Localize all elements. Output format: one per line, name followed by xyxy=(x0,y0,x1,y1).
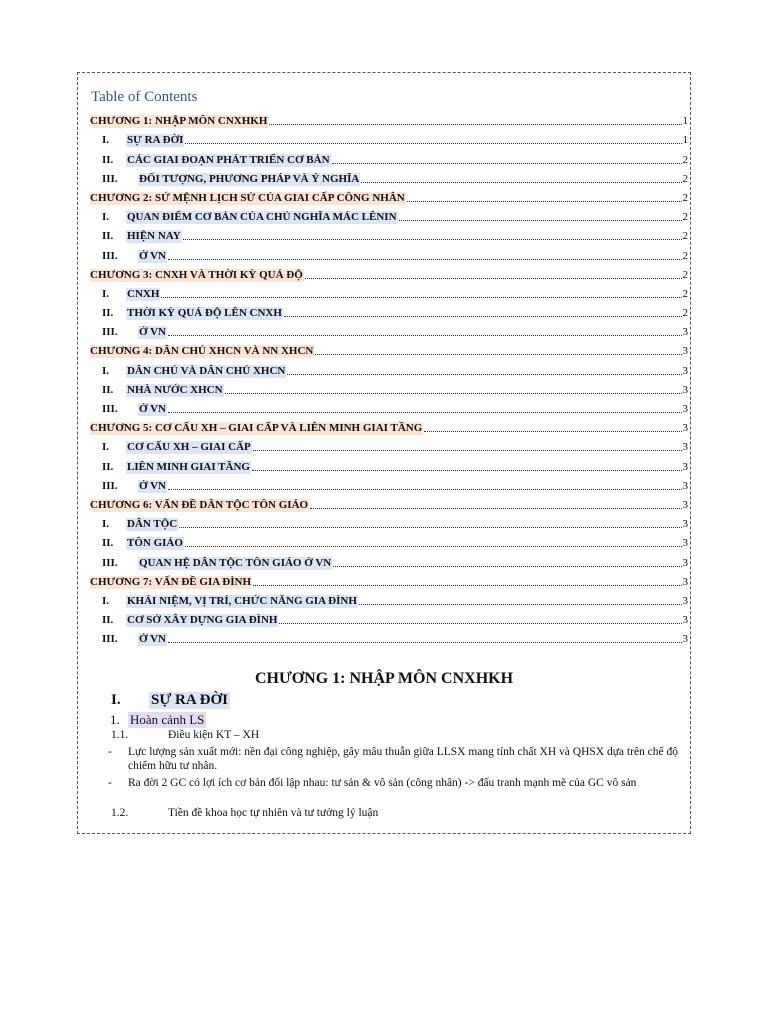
toc-entry-number: III. xyxy=(102,479,118,492)
subsection-title: Hoàn cảnh LS xyxy=(130,712,205,727)
subsection-number: 1. xyxy=(110,712,120,727)
toc-chapter-entry[interactable] xyxy=(90,186,688,205)
toc-leader-dots xyxy=(252,469,682,471)
toc-entry-label: KHÁI NIỆM, VỊ TRÍ, CHỨC NĂNG GIA ĐÌNH xyxy=(127,594,357,607)
toc-entry-label: Ở VN xyxy=(139,403,166,415)
toc-page-number: 3 xyxy=(682,594,688,607)
bullet-dash: - xyxy=(108,777,112,789)
toc-section-entry[interactable] xyxy=(90,224,688,243)
toc-leader-dots xyxy=(399,219,682,221)
toc-section-entry[interactable] xyxy=(90,147,688,166)
toc-leader-dots xyxy=(315,353,681,355)
subsubsection-heading-1 xyxy=(111,729,259,741)
toc-chapter-entry[interactable] xyxy=(90,339,688,358)
toc-entry-label: CNXH xyxy=(127,287,160,300)
toc-title: Table of Contents xyxy=(91,89,198,105)
toc-leader-dots xyxy=(183,238,682,240)
toc-entry-number: II. xyxy=(102,460,114,473)
toc-entry-label: CÁC GIAI ĐOẠN PHÁT TRIỂN CƠ BẢN xyxy=(127,153,330,166)
toc-section-entry[interactable] xyxy=(90,128,688,147)
toc-page-number: 3 xyxy=(682,518,688,531)
toc-page-number: 2 xyxy=(682,230,688,243)
toc-entry-label: THỜI KỲ QUÁ ĐỘ LÊN CNXH xyxy=(127,307,282,320)
toc-section-entry[interactable] xyxy=(90,358,688,377)
subsubsection-title: Tiền đề khoa học tự nhiên và tư tưởng lý luận xyxy=(168,807,379,819)
bullet-text: Ra đời 2 GC có lợi ích cơ bản đối lập nhau: tư sản & vô sản (công nhân) -> đấu tranh mạnh mẽ của GC vô sản xyxy=(128,777,637,789)
toc-entry-number: I. xyxy=(102,134,110,147)
toc-section-entry[interactable] xyxy=(90,167,688,186)
toc-entry-label: TÔN GIÁO xyxy=(127,537,183,550)
toc-page-number: 3 xyxy=(682,633,688,646)
toc-entry-label: DÂN TỘC xyxy=(127,518,178,531)
toc-entry-label: CHƯƠNG 2: SỨ MỆNH LỊCH SỬ CỦA GIAI CẤP CÔNG NHÂN xyxy=(90,191,405,204)
toc-section-entry[interactable] xyxy=(90,397,688,416)
toc-chapter-entry[interactable] xyxy=(90,263,688,282)
toc-leader-dots xyxy=(333,565,681,567)
toc-section-entry[interactable] xyxy=(90,531,688,550)
toc-leader-dots xyxy=(179,526,681,528)
toc-page-number: 3 xyxy=(682,345,688,358)
toc-section-entry[interactable] xyxy=(90,474,688,493)
toc-page-number: 3 xyxy=(682,537,688,550)
table-of-contents xyxy=(90,109,688,646)
toc-entry-label: QUAN HỆ DÂN TỘC TÔN GIÁO Ở VN xyxy=(139,556,332,569)
toc-leader-dots xyxy=(185,142,681,144)
toc-chapter-entry[interactable] xyxy=(90,416,688,435)
toc-page-number: 3 xyxy=(682,498,688,511)
toc-entry-label: CHƯƠNG 1: NHẬP MÔN CNXHKH xyxy=(90,115,268,128)
toc-leader-dots xyxy=(361,181,681,183)
toc-page-number: 1 xyxy=(682,115,688,128)
toc-section-entry[interactable] xyxy=(90,512,688,531)
toc-section-entry[interactable] xyxy=(90,320,688,339)
toc-page-number: 1 xyxy=(682,134,688,147)
toc-entry-number: III. xyxy=(102,556,118,569)
toc-leader-dots xyxy=(168,488,682,490)
toc-entry-label: Ở VN xyxy=(139,479,166,492)
toc-entry-label: QUAN ĐIỂM CƠ BẢN CỦA CHỦ NGHĨA MÁC LÊNIN xyxy=(127,211,397,224)
toc-entry-number: I. xyxy=(102,518,110,531)
toc-entry-label: CHƯƠNG 3: CNXH VÀ THỜI KỲ QUÁ ĐỘ xyxy=(90,268,303,281)
toc-page-number: 3 xyxy=(682,326,688,339)
toc-leader-dots xyxy=(287,373,681,375)
toc-section-entry[interactable] xyxy=(90,627,688,646)
toc-entry-label: ĐỐI TƯỢNG, PHƯƠNG PHÁP VÀ Ý NGHĨA xyxy=(139,172,360,185)
toc-leader-dots xyxy=(407,200,682,202)
toc-leader-dots xyxy=(305,277,682,279)
toc-entry-number: III. xyxy=(102,172,118,185)
toc-entry-label: NHÀ NƯỚC XHCN xyxy=(127,383,223,396)
toc-section-entry[interactable] xyxy=(90,454,688,473)
toc-entry-number: II. xyxy=(102,230,114,243)
toc-entry-label: CHƯƠNG 6: VẤN ĐỀ DÂN TỘC TÔN GIÁO xyxy=(90,498,309,511)
toc-leader-dots xyxy=(359,603,682,605)
toc-page-number: 3 xyxy=(682,422,688,435)
toc-page-number: 3 xyxy=(682,403,688,415)
toc-leader-dots xyxy=(424,430,681,432)
toc-section-entry[interactable] xyxy=(90,378,688,397)
toc-page-number: 2 xyxy=(682,287,688,300)
toc-entry-number: III. xyxy=(102,326,118,339)
toc-leader-dots xyxy=(168,641,682,643)
toc-section-entry[interactable] xyxy=(90,589,688,608)
section-heading xyxy=(111,692,230,709)
toc-entry-number: I. xyxy=(102,364,110,377)
toc-page-number: 2 xyxy=(682,211,688,224)
toc-entry-label: CƠ CẤU XH – GIAI CẤP xyxy=(127,441,251,454)
toc-entry-label: CƠ SỞ XÂY DỰNG GIA ĐÌNH xyxy=(127,614,278,627)
toc-leader-dots xyxy=(279,622,681,624)
toc-entry-number: II. xyxy=(102,383,114,396)
toc-entry-label: LIÊN MINH GIAI TẦNG xyxy=(127,460,250,473)
toc-leader-dots xyxy=(225,392,682,394)
toc-section-entry[interactable] xyxy=(90,301,688,320)
toc-entry-number: II. xyxy=(102,537,114,550)
toc-entry-label: SỰ RA ĐỜI xyxy=(127,134,184,147)
toc-page-number: 2 xyxy=(682,268,688,281)
toc-page-number: 2 xyxy=(682,307,688,320)
toc-page-number: 3 xyxy=(682,479,688,492)
toc-page-number: 3 xyxy=(682,441,688,454)
toc-entry-number: I. xyxy=(102,441,110,454)
toc-entry-label: CHƯƠNG 7: VẤN ĐỀ GIA ĐÌNH xyxy=(90,575,252,588)
toc-leader-dots xyxy=(269,123,681,125)
toc-page-number: 2 xyxy=(682,153,688,166)
toc-section-entry[interactable] xyxy=(90,243,688,262)
subsection-heading xyxy=(110,712,206,728)
toc-page-number: 3 xyxy=(682,575,688,588)
toc-leader-dots xyxy=(310,507,681,509)
chapter-heading: CHƯƠNG 1: NHẬP MÔN CNXHKH xyxy=(254,670,514,687)
toc-entry-label: CHƯƠNG 4: DÂN CHỦ XHCN VÀ NN XHCN xyxy=(90,345,314,358)
toc-entry-label: DÂN CHỦ VÀ DÂN CHỦ XHCN xyxy=(127,364,286,377)
toc-page-number: 3 xyxy=(682,383,688,396)
toc-page-number: 3 xyxy=(682,614,688,627)
toc-entry-number: II. xyxy=(102,153,114,166)
section-title: SỰ RA ĐỜI xyxy=(151,692,228,708)
toc-section-entry[interactable] xyxy=(90,608,688,627)
toc-entry-number: III. xyxy=(102,249,118,262)
toc-chapter-entry[interactable] xyxy=(90,109,688,128)
toc-entry-label: Ở VN xyxy=(139,633,166,646)
toc-page-number: 2 xyxy=(682,191,688,204)
toc-chapter-entry[interactable] xyxy=(90,570,688,589)
toc-entry-number: I. xyxy=(102,287,110,300)
bullet-item xyxy=(108,745,688,773)
section-number: I. xyxy=(111,692,121,708)
toc-leader-dots xyxy=(161,296,681,298)
toc-section-entry[interactable] xyxy=(90,205,688,224)
toc-leader-dots xyxy=(168,411,682,413)
toc-entry-label: Ở VN xyxy=(139,326,166,339)
toc-page-number: 2 xyxy=(682,249,688,262)
toc-section-entry[interactable] xyxy=(90,550,688,569)
toc-entry-number: II. xyxy=(102,614,114,627)
bullet-text: Lực lượng sản xuất mới: nền đại công nghiệp, gây mâu thuẫn giữa LLSX mang tính chất XH và QHSX dựa trên chế độ chiếm hữu tư nhân. xyxy=(128,746,679,772)
subsubsection-number: 1.2. xyxy=(111,807,129,819)
toc-leader-dots xyxy=(332,162,682,164)
toc-page-number: 2 xyxy=(682,172,688,185)
toc-leader-dots xyxy=(185,545,682,547)
toc-leader-dots xyxy=(168,258,682,260)
bullet-item xyxy=(108,776,688,790)
toc-leader-dots xyxy=(253,584,681,586)
subsubsection-title: Điều kiện KT – XH xyxy=(168,729,260,741)
toc-entry-label: CHƯƠNG 5: CƠ CẤU XH – GIAI CẤP VÀ LIÊN MINH GIAI TẦNG xyxy=(90,422,423,435)
toc-leader-dots xyxy=(253,449,682,451)
toc-entry-label: HIỆN NAY xyxy=(127,230,181,243)
bullet-dash: - xyxy=(108,746,112,758)
toc-section-entry[interactable] xyxy=(90,435,688,454)
toc-chapter-entry[interactable] xyxy=(90,493,688,512)
toc-leader-dots xyxy=(168,334,682,336)
toc-entry-number: I. xyxy=(102,211,110,224)
toc-entry-number: III. xyxy=(102,403,118,415)
toc-entry-number: II. xyxy=(102,307,114,320)
toc-entry-number: III. xyxy=(102,633,118,646)
toc-page-number: 3 xyxy=(682,364,688,377)
subsubsection-heading-2 xyxy=(111,807,378,819)
subsubsection-number: 1.1. xyxy=(111,729,129,741)
toc-entry-number: I. xyxy=(102,594,110,607)
toc-page-number: 3 xyxy=(682,460,688,473)
toc-leader-dots xyxy=(284,315,682,317)
toc-page-number: 3 xyxy=(682,556,688,569)
toc-entry-label: Ở VN xyxy=(139,249,166,262)
toc-section-entry[interactable] xyxy=(90,282,688,301)
